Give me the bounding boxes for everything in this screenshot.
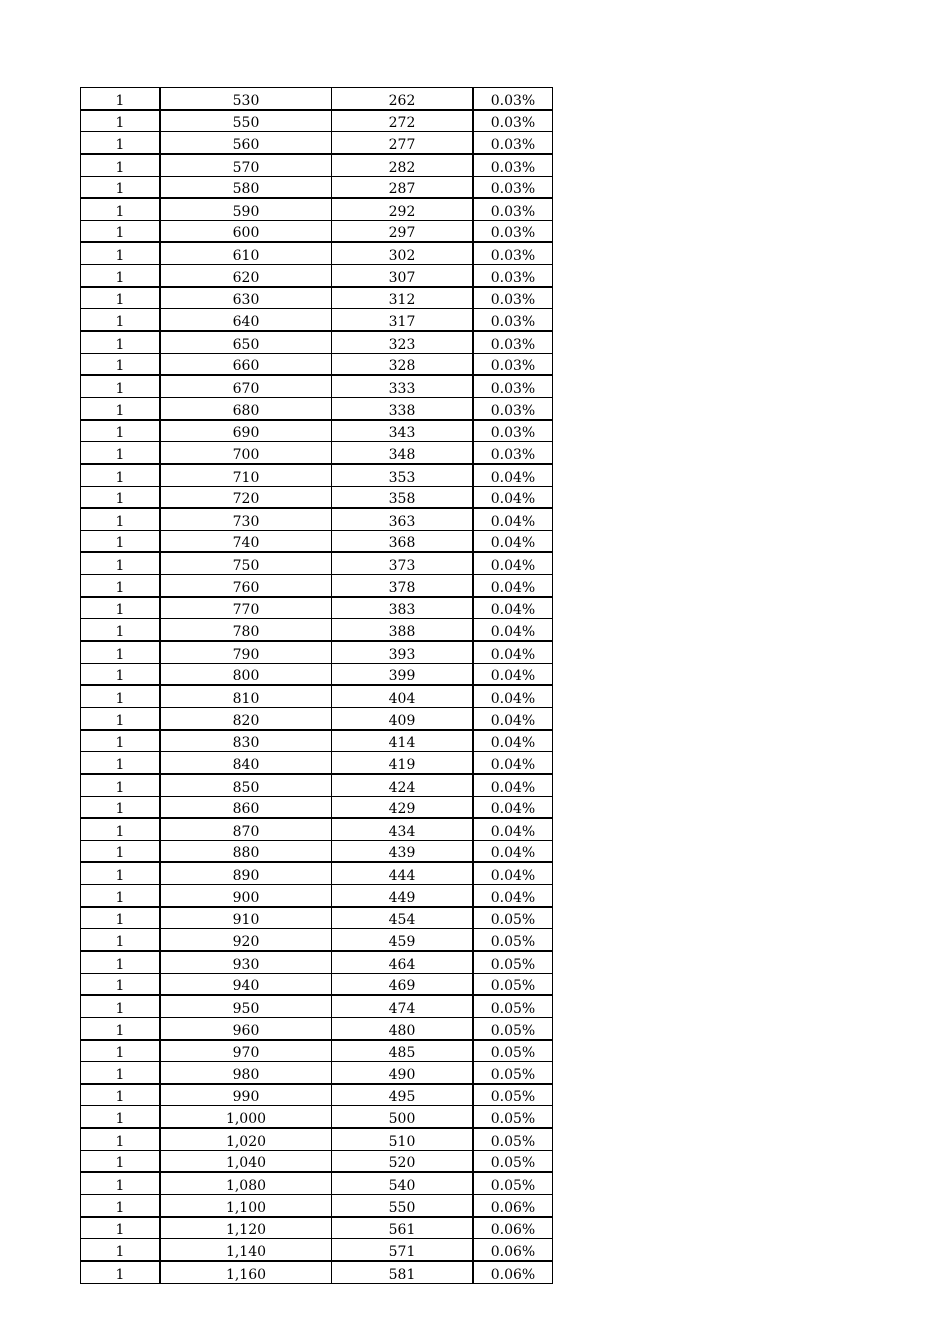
percent-cell: 0.06% [473,1217,553,1239]
amount-cell: 940 [160,973,332,995]
count-cell: 1 [81,707,161,729]
count-cell: 1 [81,287,161,309]
amount-cell: 650 [160,331,332,353]
amount-cell: 570 [160,154,332,176]
percent-cell: 0.04% [473,730,553,752]
amount-cell: 550 [160,110,332,132]
count-cell: 1 [81,132,161,154]
table-row [81,707,553,729]
table-row [81,995,553,1017]
percent-cell: 0.05% [473,951,553,973]
count-cell: 1 [81,685,161,707]
count-cell: 1 [81,1150,161,1172]
table-row [81,641,553,663]
table-row [81,420,553,442]
count-cell: 1 [81,508,161,530]
value-cell: 312 [332,287,474,309]
table-row [81,1195,553,1217]
table-row [81,973,553,995]
count-cell: 1 [81,353,161,375]
table-row [81,862,553,884]
table-row [81,442,553,464]
value-cell: 495 [332,1084,474,1106]
value-cell: 317 [332,309,474,331]
value-cell: 404 [332,685,474,707]
table-row [81,575,553,597]
percent-cell: 0.03% [473,420,553,442]
amount-cell: 660 [160,353,332,375]
percent-cell: 0.04% [473,486,553,508]
count-cell: 1 [81,840,161,862]
percent-cell: 0.04% [473,685,553,707]
amount-cell: 1,120 [160,1217,332,1239]
table-row [81,375,553,397]
table-row [81,597,553,619]
count-cell: 1 [81,730,161,752]
count-cell: 1 [81,110,161,132]
value-cell: 414 [332,730,474,752]
percent-cell: 0.05% [473,973,553,995]
value-cell: 399 [332,663,474,685]
percent-cell: 0.04% [473,619,553,641]
table-row [81,464,553,486]
count-cell: 1 [81,198,161,220]
value-cell: 434 [332,818,474,840]
amount-cell: 610 [160,242,332,264]
table-row [81,198,553,220]
percent-cell: 0.03% [473,442,553,464]
table-row [81,818,553,840]
table-row [81,508,553,530]
amount-cell: 750 [160,552,332,574]
percent-cell: 0.03% [473,309,553,331]
table-row [81,397,553,419]
percent-cell: 0.06% [473,1239,553,1261]
table-row [81,796,553,818]
table-row [81,530,553,552]
table-row [81,1261,553,1283]
count-cell: 1 [81,1261,161,1283]
value-cell: 393 [332,641,474,663]
percent-cell: 0.06% [473,1261,553,1283]
value-cell: 333 [332,375,474,397]
value-cell: 353 [332,464,474,486]
value-cell: 540 [332,1172,474,1194]
amount-cell: 960 [160,1017,332,1039]
amount-cell: 730 [160,508,332,530]
amount-cell: 680 [160,397,332,419]
count-cell: 1 [81,1239,161,1261]
count-cell: 1 [81,973,161,995]
amount-cell: 1,160 [160,1261,332,1283]
amount-cell: 890 [160,862,332,884]
amount-cell: 700 [160,442,332,464]
percent-cell: 0.04% [473,552,553,574]
value-cell: 368 [332,530,474,552]
percent-cell: 0.03% [473,375,553,397]
count-cell: 1 [81,641,161,663]
value-cell: 449 [332,885,474,907]
amount-cell: 770 [160,597,332,619]
count-cell: 1 [81,597,161,619]
percent-cell: 0.03% [473,287,553,309]
percent-cell: 0.03% [473,353,553,375]
count-cell: 1 [81,1195,161,1217]
count-cell: 1 [81,752,161,774]
value-cell: 444 [332,862,474,884]
count-cell: 1 [81,1040,161,1062]
value-cell: 277 [332,132,474,154]
value-cell: 348 [332,442,474,464]
percent-cell: 0.04% [473,840,553,862]
amount-cell: 930 [160,951,332,973]
value-cell: 328 [332,353,474,375]
amount-cell: 670 [160,375,332,397]
amount-cell: 810 [160,685,332,707]
table-row [81,730,553,752]
count-cell: 1 [81,796,161,818]
value-cell: 520 [332,1150,474,1172]
value-cell: 302 [332,242,474,264]
count-cell: 1 [81,818,161,840]
amount-cell: 1,140 [160,1239,332,1261]
count-cell: 1 [81,1172,161,1194]
table-row [81,88,553,110]
percent-cell: 0.03% [473,331,553,353]
count-cell: 1 [81,309,161,331]
table-row [81,752,553,774]
amount-cell: 590 [160,198,332,220]
percent-cell: 0.04% [473,575,553,597]
amount-cell: 990 [160,1084,332,1106]
count-cell: 1 [81,862,161,884]
amount-cell: 880 [160,840,332,862]
count-cell: 1 [81,1062,161,1084]
table-row [81,1172,553,1194]
value-cell: 500 [332,1106,474,1128]
value-cell: 490 [332,1062,474,1084]
percent-cell: 0.06% [473,1195,553,1217]
percent-cell: 0.04% [473,508,553,530]
value-cell: 571 [332,1239,474,1261]
table-row [81,1106,553,1128]
amount-cell: 630 [160,287,332,309]
table-row [81,176,553,198]
value-cell: 581 [332,1261,474,1283]
value-cell: 480 [332,1017,474,1039]
value-cell: 409 [332,707,474,729]
table-row [81,220,553,242]
percent-cell: 0.04% [473,530,553,552]
value-cell: 439 [332,840,474,862]
count-cell: 1 [81,242,161,264]
count-cell: 1 [81,552,161,574]
table-body [81,88,553,1284]
count-cell: 1 [81,420,161,442]
value-cell: 378 [332,575,474,597]
amount-cell: 580 [160,176,332,198]
count-cell: 1 [81,486,161,508]
count-cell: 1 [81,907,161,929]
value-cell: 429 [332,796,474,818]
percent-cell: 0.04% [473,707,553,729]
count-cell: 1 [81,331,161,353]
percent-cell: 0.04% [473,796,553,818]
percent-cell: 0.03% [473,88,553,110]
value-cell: 297 [332,220,474,242]
value-cell: 550 [332,1195,474,1217]
table-row [81,685,553,707]
value-cell: 307 [332,265,474,287]
count-cell: 1 [81,575,161,597]
amount-cell: 790 [160,641,332,663]
value-cell: 287 [332,176,474,198]
percent-cell: 0.04% [473,464,553,486]
amount-cell: 1,080 [160,1172,332,1194]
amount-cell: 560 [160,132,332,154]
amount-cell: 910 [160,907,332,929]
percent-cell: 0.04% [473,818,553,840]
table-row [81,774,553,796]
amount-cell: 980 [160,1062,332,1084]
value-cell: 419 [332,752,474,774]
percent-cell: 0.04% [473,597,553,619]
amount-cell: 860 [160,796,332,818]
value-cell: 343 [332,420,474,442]
count-cell: 1 [81,1017,161,1039]
table-row [81,1239,553,1261]
value-cell: 510 [332,1128,474,1150]
count-cell: 1 [81,397,161,419]
percent-cell: 0.04% [473,641,553,663]
amount-cell: 900 [160,885,332,907]
amount-cell: 710 [160,464,332,486]
amount-cell: 970 [160,1040,332,1062]
percent-cell: 0.05% [473,1106,553,1128]
percent-cell: 0.03% [473,397,553,419]
table-row [81,1128,553,1150]
table-row [81,486,553,508]
percent-cell: 0.05% [473,1172,553,1194]
percent-cell: 0.03% [473,242,553,264]
amount-cell: 830 [160,730,332,752]
count-cell: 1 [81,220,161,242]
table-row [81,110,553,132]
amount-cell: 1,100 [160,1195,332,1217]
percent-cell: 0.05% [473,1084,553,1106]
table-row [81,287,553,309]
percent-cell: 0.03% [473,265,553,287]
table-row [81,1150,553,1172]
table-row [81,1217,553,1239]
value-cell: 292 [332,198,474,220]
value-cell: 474 [332,995,474,1017]
amount-cell: 760 [160,575,332,597]
table-row [81,929,553,951]
percent-cell: 0.04% [473,862,553,884]
count-cell: 1 [81,1128,161,1150]
value-cell: 469 [332,973,474,995]
amount-cell: 1,040 [160,1150,332,1172]
table-row [81,265,553,287]
percent-cell: 0.05% [473,1128,553,1150]
value-cell: 363 [332,508,474,530]
value-cell: 358 [332,486,474,508]
amount-cell: 950 [160,995,332,1017]
table-row [81,309,553,331]
table-row [81,907,553,929]
table-row [81,1017,553,1039]
count-cell: 1 [81,663,161,685]
count-cell: 1 [81,1217,161,1239]
percent-cell: 0.03% [473,110,553,132]
count-cell: 1 [81,442,161,464]
amount-cell: 920 [160,929,332,951]
table-row [81,132,553,154]
value-cell: 454 [332,907,474,929]
amount-cell: 640 [160,309,332,331]
value-cell: 561 [332,1217,474,1239]
value-cell: 323 [332,331,474,353]
percent-cell: 0.05% [473,1017,553,1039]
percent-cell: 0.04% [473,774,553,796]
percent-cell: 0.04% [473,663,553,685]
table-row [81,1062,553,1084]
percent-cell: 0.03% [473,198,553,220]
amount-cell: 780 [160,619,332,641]
data-table [80,87,553,1284]
count-cell: 1 [81,619,161,641]
count-cell: 1 [81,774,161,796]
table-row [81,1084,553,1106]
count-cell: 1 [81,885,161,907]
table-row [81,331,553,353]
amount-cell: 870 [160,818,332,840]
amount-cell: 600 [160,220,332,242]
count-cell: 1 [81,154,161,176]
value-cell: 424 [332,774,474,796]
amount-cell: 1,000 [160,1106,332,1128]
percent-cell: 0.05% [473,907,553,929]
value-cell: 485 [332,1040,474,1062]
percent-cell: 0.03% [473,132,553,154]
count-cell: 1 [81,176,161,198]
count-cell: 1 [81,375,161,397]
value-cell: 383 [332,597,474,619]
amount-cell: 820 [160,707,332,729]
count-cell: 1 [81,995,161,1017]
table-row [81,840,553,862]
count-cell: 1 [81,88,161,110]
value-cell: 464 [332,951,474,973]
table-row [81,242,553,264]
percent-cell: 0.05% [473,995,553,1017]
amount-cell: 1,020 [160,1128,332,1150]
table-row [81,663,553,685]
percent-cell: 0.04% [473,885,553,907]
count-cell: 1 [81,464,161,486]
percent-cell: 0.03% [473,154,553,176]
amount-cell: 800 [160,663,332,685]
table-row [81,353,553,375]
count-cell: 1 [81,1106,161,1128]
percent-cell: 0.05% [473,929,553,951]
value-cell: 459 [332,929,474,951]
table-row [81,154,553,176]
value-cell: 388 [332,619,474,641]
table-row [81,552,553,574]
percent-cell: 0.05% [473,1150,553,1172]
amount-cell: 720 [160,486,332,508]
amount-cell: 740 [160,530,332,552]
count-cell: 1 [81,265,161,287]
value-cell: 373 [332,552,474,574]
count-cell: 1 [81,1084,161,1106]
count-cell: 1 [81,929,161,951]
value-cell: 272 [332,110,474,132]
percent-cell: 0.05% [473,1040,553,1062]
amount-cell: 690 [160,420,332,442]
percent-cell: 0.03% [473,176,553,198]
value-cell: 338 [332,397,474,419]
table-row [81,1040,553,1062]
amount-cell: 840 [160,752,332,774]
percent-cell: 0.04% [473,752,553,774]
amount-cell: 620 [160,265,332,287]
table-row [81,885,553,907]
table-row [81,951,553,973]
count-cell: 1 [81,530,161,552]
amount-cell: 530 [160,88,332,110]
percent-cell: 0.05% [473,1062,553,1084]
count-cell: 1 [81,951,161,973]
value-cell: 262 [332,88,474,110]
value-cell: 282 [332,154,474,176]
table-row [81,619,553,641]
amount-cell: 850 [160,774,332,796]
percent-cell: 0.03% [473,220,553,242]
